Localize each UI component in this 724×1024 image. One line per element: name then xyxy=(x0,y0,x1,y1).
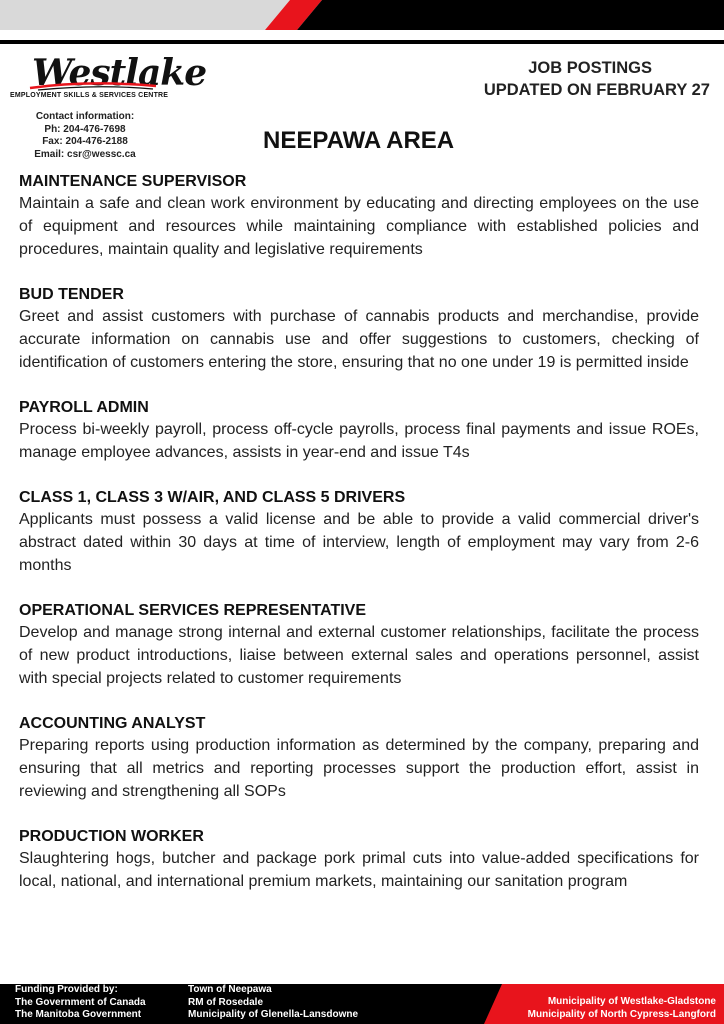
contact-info xyxy=(20,111,150,161)
contact-fax: Fax: 204-476-2188 xyxy=(42,136,128,147)
job-item xyxy=(19,827,699,893)
job-description: Develop and manage strong internal and external customer relationships, facilitate the process of new product introductions, liaise between external sales and operations personnel, assist with special projects related to customer requirements xyxy=(19,624,699,687)
job-title: MAINTENANCE SUPERVISOR xyxy=(19,173,247,190)
partners-column xyxy=(188,984,358,1022)
job-title: PAYROLL ADMIN xyxy=(19,399,149,416)
contact-phone: Ph: 204-476-7698 xyxy=(44,123,126,135)
job-description: Applicants must possess a valid license and be able to provide a valid commercial driver's abstract dated within 30 days at time of interview, length of employment may vary from 2-6 months xyxy=(19,511,699,574)
funder-item: The Manitoba Government xyxy=(15,1009,142,1020)
job-title: PRODUCTION WORKER xyxy=(19,828,204,845)
job-title: ACCOUNTING ANALYST xyxy=(19,715,206,732)
job-item xyxy=(19,172,699,261)
job-description: Greet and assist customers with purchase of cannabis products and merchandise, provide accurate information on cannabis use and offer suggestions to customers, checking of identification of customers entering the store, ensuring that no one under 19 is permitted inside xyxy=(19,308,699,371)
logo-name: Westlake xyxy=(32,52,207,94)
footer xyxy=(0,984,724,1024)
partner-item: Municipality of North Cypress-Langford xyxy=(527,1008,716,1020)
area-title: NEEPAWA AREA xyxy=(263,127,455,154)
job-item xyxy=(19,285,699,374)
funding-label: Funding Provided by: xyxy=(15,984,118,995)
job-description: Maintain a safe and clean work environment by educating and directing employees on the use of equipment and resources while maintaining compliance with established policies and procedures, maintain quality and legislative requirements xyxy=(19,195,699,258)
job-description: Slaughtering hogs, butcher and package pork primal cuts into value-added specifications for local, national, and international premium markets, maintaining our sanitation program xyxy=(19,850,699,890)
job-item xyxy=(19,601,699,690)
job-description: Process bi-weekly payroll, process off-cycle payrolls, process final payments and issue ROEs, manage employee advances, assists in year-end and issue T4s xyxy=(19,421,699,461)
funding-column xyxy=(15,984,146,1022)
postings-heading xyxy=(484,57,710,101)
job-item xyxy=(19,398,699,464)
job-title: CLASS 1, CLASS 3 W/AIR, AND CLASS 5 DRIVERS xyxy=(19,489,406,506)
partner-item: Town of Neepawa xyxy=(188,984,272,995)
contact-label: Contact information: xyxy=(35,111,135,122)
partner-item: Municipality of Westlake-Gladstone xyxy=(547,996,716,1007)
job-item xyxy=(19,488,699,577)
logo-subtitle: EMPLOYMENT SKILLS & SERVICES CENTRE xyxy=(10,92,169,99)
funder-item: The Government of Canada xyxy=(15,996,146,1008)
postings-title: JOB POSTINGS xyxy=(528,59,652,77)
partners-column-red xyxy=(528,996,716,1021)
contact-email: Email: csr@wessc.ca xyxy=(34,148,136,160)
job-item xyxy=(19,714,699,803)
job-list xyxy=(19,172,699,917)
job-title: BUD TENDER xyxy=(19,286,124,303)
westlake-logo xyxy=(10,52,207,112)
job-description: Preparing reports using production information as determined by the company, preparing and ensuring that all metrics and reporting processes support the production effort, assist in reviewing and strengthening all SOPs xyxy=(19,737,699,800)
partner-item: Municipality of Glenella-Lansdowne xyxy=(188,1009,359,1020)
job-title: OPERATIONAL SERVICES REPRESENTATIVE xyxy=(19,602,367,619)
top-banner xyxy=(0,0,724,44)
partner-item: RM of Rosedale xyxy=(188,996,264,1008)
postings-updated: UPDATED ON FEBRUARY 27 xyxy=(483,81,710,99)
logo-swoosh-icon xyxy=(28,82,158,92)
